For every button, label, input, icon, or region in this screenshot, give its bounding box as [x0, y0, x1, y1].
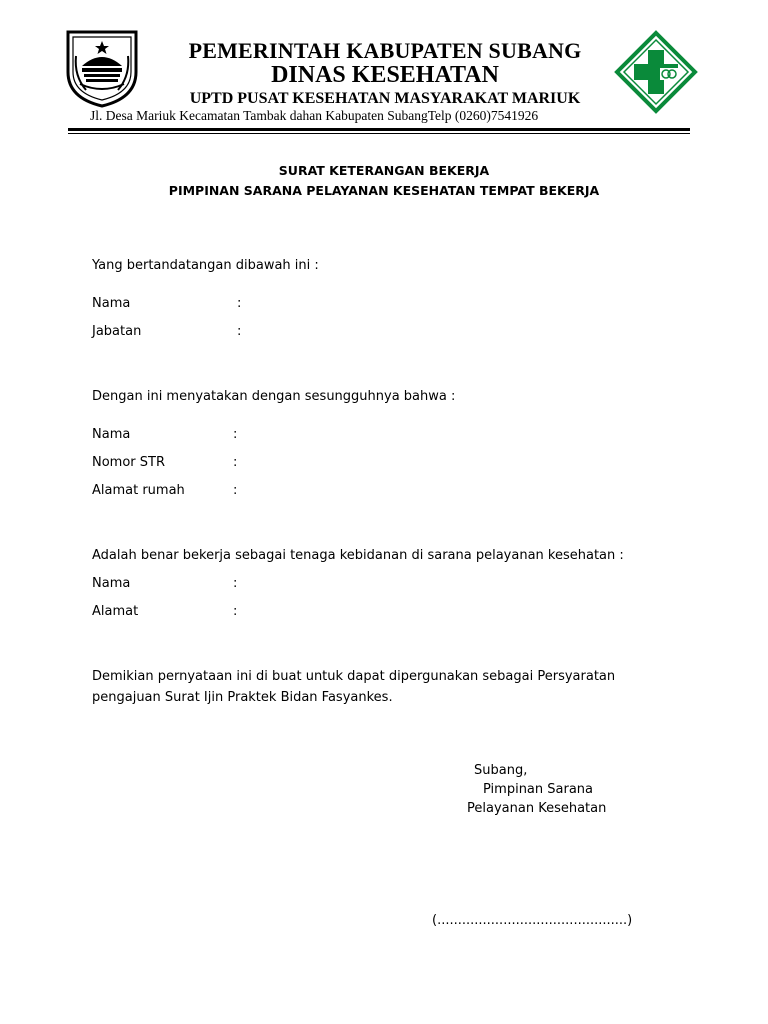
field-label: Nama — [92, 427, 131, 442]
document-title: SURAT KETERANGAN BEKERJA — [278, 163, 490, 178]
signature-name-blank: (..............................................) — [432, 913, 633, 928]
letterhead-government: PEMERINTAH KABUPATEN SUBANG — [188, 38, 582, 63]
letterhead-address: Jl. Desa Mariuk Kecamatan Tambak dahan Kabupaten SubangTelp (0260)7541926 — [90, 108, 539, 123]
letterhead-department: DINAS KESEHATAN — [271, 62, 499, 88]
letterhead-unit: UPTD PUSAT KESEHATAN MASYARAKAT MARIUK — [189, 90, 581, 107]
subang-regency-emblem-icon — [60, 26, 144, 110]
section3-intro: Adalah benar bekerja sebagai tenaga kebidanan di sarana pelayanan kesehatan : — [92, 548, 624, 563]
section2-intro: Dengan ini menyatakan dengan sesungguhnya bahwa : — [92, 389, 456, 404]
field-label: Jabatan — [92, 324, 142, 339]
field-label: Nama — [92, 576, 131, 591]
field-colon: : — [237, 324, 242, 339]
letterhead-rule-thick — [68, 128, 690, 131]
field-label: Nomor STR — [92, 455, 165, 470]
signature-place: Subang, — [474, 763, 528, 778]
document-subtitle: PIMPINAN SARANA PELAYANAN KESEHATAN TEMPAT BEKERJA — [168, 183, 600, 198]
field-label: Nama — [92, 296, 131, 311]
field-label: Alamat — [92, 604, 139, 619]
field-colon: : — [233, 483, 238, 498]
section1-intro: Yang bertandatangan dibawah ini : — [92, 258, 319, 273]
field-label: Alamat rumah — [92, 483, 185, 498]
signature-role-2: Pelayanan Kesehatan — [467, 801, 607, 816]
closing-line-1: Demikian pernyataan ini di buat untuk dapat dipergunakan sebagai Persyaratan — [92, 669, 616, 684]
field-colon: : — [233, 576, 238, 591]
field-colon: : — [237, 296, 242, 311]
field-colon: : — [233, 455, 238, 470]
field-colon: : — [233, 427, 238, 442]
health-cross-icon — [614, 30, 698, 114]
letterhead-rule-thin — [68, 133, 690, 134]
closing-line-2: pengajuan Surat Ijin Praktek Bidan Fasyankes. — [92, 690, 393, 705]
field-colon: : — [233, 604, 238, 619]
signature-role-1: Pimpinan Sarana — [483, 782, 594, 797]
